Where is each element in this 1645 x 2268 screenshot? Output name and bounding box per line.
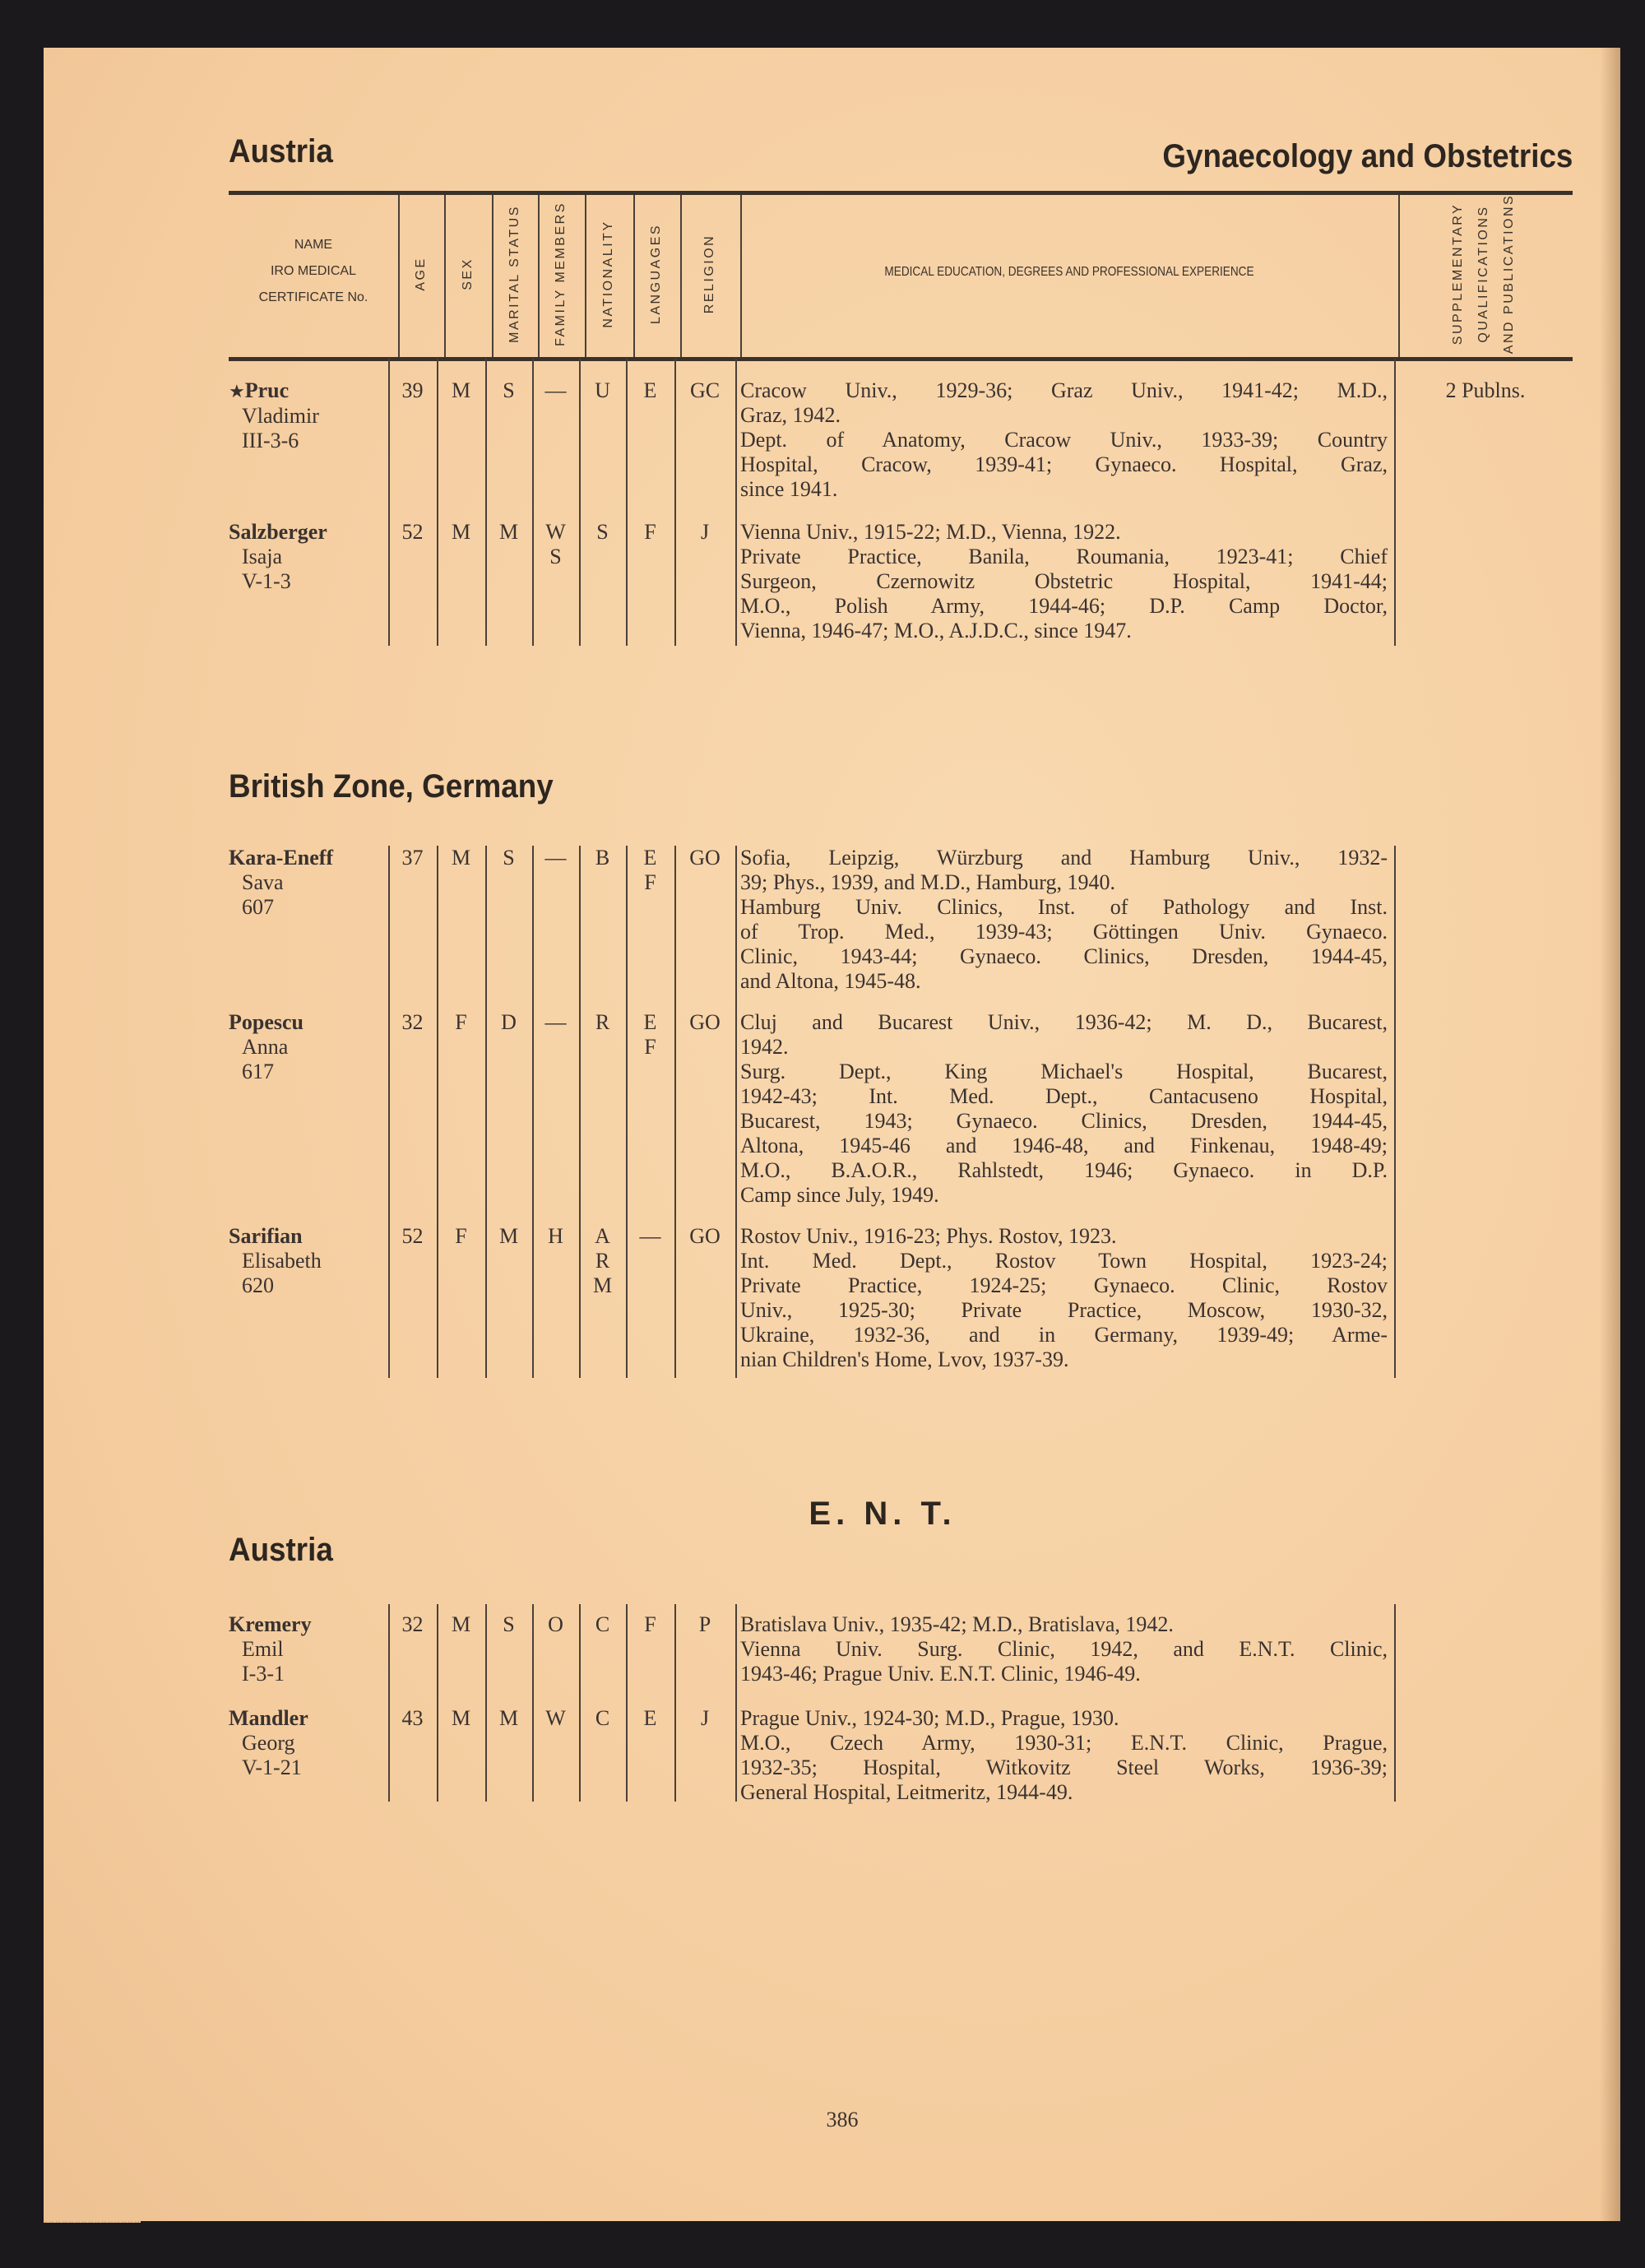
nationality-value: M bbox=[592, 1273, 613, 1297]
given-name: Sava bbox=[242, 870, 284, 894]
family-cell bbox=[532, 1224, 579, 1249]
sex-cell bbox=[437, 1612, 485, 1637]
table-row bbox=[0, 1706, 1645, 1804]
header-column-divider bbox=[585, 195, 586, 357]
marital-cell bbox=[485, 1706, 532, 1731]
age-cell: 37 bbox=[401, 846, 424, 870]
sex-value: M bbox=[451, 1612, 471, 1636]
column-supplementary-header-2: QUALIFICATIONS bbox=[1476, 205, 1490, 343]
marital-value: M bbox=[498, 520, 519, 544]
star-icon: ★ bbox=[229, 381, 245, 401]
column-certificate-label: CERTIFICATE No. bbox=[258, 290, 368, 304]
marital-value: S bbox=[503, 846, 515, 870]
column-sex-header: SEX bbox=[461, 257, 475, 290]
education-line: M.O., B.A.O.R., Rahlstedt, 1946; Gynaeco. in D.P. bbox=[740, 1158, 1388, 1182]
religion-value: J bbox=[700, 520, 710, 544]
family-cell bbox=[532, 1010, 579, 1035]
page-number: 386 bbox=[826, 2108, 859, 2131]
section-heading: British Zone, Germany bbox=[229, 768, 554, 805]
certificate-number: 620 bbox=[242, 1273, 274, 1297]
languages-value: E bbox=[643, 846, 657, 870]
marital-cell bbox=[485, 520, 532, 545]
column-divider bbox=[735, 359, 737, 646]
column-divider bbox=[1394, 1604, 1396, 1802]
column-divider bbox=[1394, 846, 1396, 1378]
languages-cell bbox=[626, 1612, 674, 1637]
sex-value: M bbox=[451, 378, 471, 402]
education-line: and Altona, 1945-48. bbox=[740, 969, 921, 993]
sex-value: M bbox=[451, 520, 471, 544]
education-cell bbox=[740, 520, 1388, 643]
sex-cell bbox=[437, 1010, 485, 1035]
education-line: since 1941. bbox=[740, 477, 838, 501]
religion-cell bbox=[674, 520, 735, 545]
religion-value: GO bbox=[689, 1010, 721, 1034]
family-cell bbox=[532, 1706, 579, 1731]
marital-cell bbox=[485, 846, 532, 870]
given-name: Elisabeth bbox=[242, 1249, 322, 1273]
given-name: Vladimir bbox=[242, 404, 319, 428]
header-column-divider bbox=[444, 195, 446, 357]
family-cell bbox=[532, 378, 579, 403]
certificate-number: 617 bbox=[242, 1060, 274, 1083]
family-value: O bbox=[548, 1612, 563, 1636]
name-line bbox=[229, 1612, 385, 1637]
header-column-divider bbox=[1398, 195, 1400, 357]
education-line: Bratislava Univ., 1935-42; M.D., Bratislava, 1942. bbox=[740, 1612, 1174, 1636]
given-name: Georg bbox=[242, 1731, 295, 1755]
languages-cell bbox=[626, 846, 674, 895]
education-line: 1932-35; Hospital, Witkovitz Steel Works, 1936-39; bbox=[740, 1755, 1388, 1779]
column-name-header bbox=[229, 232, 398, 311]
education-line: Cluj and Bucarest Univ., 1936-42; M. D., Bucarest, bbox=[740, 1010, 1388, 1034]
education-line: of Trop. Med., 1939-43; Göttingen Univ. Gynaeco. bbox=[740, 920, 1388, 944]
column-supplementary-header-3: AND PUBLICATIONS bbox=[1502, 193, 1516, 355]
religion-cell bbox=[674, 846, 735, 870]
education-line: Rostov Univ., 1916-23; Phys. Rostov, 1923. bbox=[740, 1224, 1117, 1248]
languages-cell bbox=[626, 520, 674, 545]
column-divider bbox=[437, 846, 438, 1378]
age-cell: 32 bbox=[401, 1612, 424, 1636]
languages-cell bbox=[626, 1224, 674, 1249]
sex-cell bbox=[437, 846, 485, 870]
marital-value: S bbox=[503, 1612, 515, 1636]
column-iro-label: IRO MEDICAL bbox=[270, 264, 356, 278]
marital-cell bbox=[485, 1010, 532, 1035]
nationality-value: S bbox=[596, 520, 609, 544]
education-line: Surgeon, Czernowitz Obstetric Hospital, 1941-44; bbox=[740, 569, 1388, 593]
certificate-number: V-1-3 bbox=[242, 569, 291, 593]
religion-value: J bbox=[700, 1706, 710, 1730]
education-line: Hospital, Cracow, 1939-41; Gynaeco. Hospital, Graz, bbox=[740, 452, 1388, 476]
sex-value: M bbox=[451, 1706, 471, 1730]
languages-value: — bbox=[639, 1224, 661, 1248]
education-line: nian Children's Home, Lvov, 1937-39. bbox=[740, 1347, 1069, 1371]
sex-value: F bbox=[455, 1010, 467, 1034]
table-row bbox=[0, 520, 1645, 642]
sex-cell bbox=[437, 1224, 485, 1249]
column-supplementary-header-1: SUPPLEMENTARY bbox=[1451, 202, 1465, 346]
header-column-divider bbox=[740, 195, 742, 357]
languages-value: E bbox=[643, 1706, 657, 1730]
column-nationality-header: NATIONALITY bbox=[601, 220, 615, 328]
column-divider bbox=[626, 846, 628, 1378]
column-divider bbox=[1394, 359, 1396, 646]
education-line: Int. Med. Dept., Rostov Town Hospital, 1923-24; bbox=[740, 1249, 1388, 1273]
name-line bbox=[229, 846, 385, 870]
running-head-specialty: Gynaecology and Obstetrics bbox=[1162, 138, 1573, 174]
family-value: W bbox=[545, 1706, 566, 1730]
languages-value: F bbox=[644, 520, 656, 544]
nationality-cell bbox=[579, 378, 626, 403]
table-row bbox=[0, 1612, 1645, 1686]
education-cell bbox=[740, 1224, 1388, 1372]
column-divider bbox=[735, 1604, 737, 1802]
education-line: Prague Univ., 1924-30; M.D., Prague, 1930. bbox=[740, 1706, 1119, 1730]
name-cell bbox=[229, 520, 385, 594]
nationality-value: A bbox=[595, 1224, 610, 1248]
religion-value: GO bbox=[689, 1224, 721, 1248]
marital-value: S bbox=[503, 378, 515, 402]
surname: Salzberger bbox=[229, 520, 327, 544]
education-line: M.O., Polish Army, 1944-46; D.P. Camp Doctor, bbox=[740, 594, 1388, 618]
family-cell bbox=[532, 520, 579, 569]
name-line bbox=[229, 1706, 385, 1731]
religion-cell bbox=[674, 1706, 735, 1731]
nationality-cell bbox=[579, 520, 626, 545]
table-row bbox=[0, 378, 1645, 501]
page-gutter-shadow bbox=[1600, 48, 1620, 2221]
languages-value: F bbox=[644, 870, 656, 894]
education-line: 1942. bbox=[740, 1035, 789, 1059]
marital-cell bbox=[485, 378, 532, 403]
table-row bbox=[0, 1224, 1645, 1371]
languages-cell bbox=[626, 378, 674, 403]
education-line: Camp since July, 1949. bbox=[740, 1183, 939, 1207]
marital-cell bbox=[485, 1612, 532, 1637]
education-line: Graz, 1942. bbox=[740, 403, 841, 427]
name-cell bbox=[229, 378, 385, 453]
age-cell: 52 bbox=[401, 1224, 424, 1248]
education-cell bbox=[740, 1706, 1388, 1805]
name-cell bbox=[229, 1010, 385, 1084]
nationality-value: C bbox=[595, 1706, 610, 1730]
education-line: Cracow Univ., 1929-36; Graz Univ., 1941-42; M.D., bbox=[740, 378, 1388, 402]
name-line bbox=[229, 378, 385, 404]
column-name-label: NAME bbox=[294, 238, 333, 252]
header-column-divider bbox=[680, 195, 682, 357]
education-line: Altona, 1945-46 and 1946-48, and Finkenau, 1948-49; bbox=[740, 1134, 1388, 1157]
name-cell bbox=[229, 1224, 385, 1298]
header-column-divider bbox=[492, 195, 494, 357]
education-line: 1942-43; Int. Med. Dept., Cantacuseno Hospital, bbox=[740, 1084, 1388, 1108]
age-cell: 32 bbox=[401, 1010, 424, 1034]
name-cell bbox=[229, 846, 385, 920]
religion-value: GO bbox=[689, 846, 721, 870]
surname: Popescu bbox=[229, 1010, 304, 1034]
nationality-cell bbox=[579, 1706, 626, 1731]
family-value: S bbox=[549, 545, 562, 568]
certificate-number: 607 bbox=[242, 895, 274, 919]
languages-value: F bbox=[644, 1612, 656, 1636]
column-languages-header: LANGUAGES bbox=[649, 223, 663, 325]
column-religion-header: RELIGION bbox=[702, 234, 716, 314]
family-value: W bbox=[545, 520, 566, 544]
column-divider bbox=[532, 846, 534, 1378]
education-line: Hamburg Univ. Clinics, Inst. of Pathology and Inst. bbox=[740, 895, 1388, 919]
family-cell bbox=[532, 846, 579, 870]
given-name: Emil bbox=[242, 1637, 284, 1661]
education-line: Vienna, 1946-47; M.O., A.J.D.C., since 1947. bbox=[740, 619, 1132, 642]
age-cell: 43 bbox=[401, 1706, 424, 1730]
header-column-divider bbox=[538, 195, 540, 357]
education-line: 1943-46; Prague Univ. E.N.T. Clinic, 1946-49. bbox=[740, 1662, 1141, 1686]
sex-cell bbox=[437, 520, 485, 545]
education-line: Clinic, 1943-44; Gynaeco. Clinics, Dresden, 1944-45, bbox=[740, 944, 1388, 968]
surname: Sarifian bbox=[229, 1224, 303, 1248]
sex-value: F bbox=[455, 1224, 467, 1248]
age-cell: 52 bbox=[401, 520, 424, 544]
sex-cell bbox=[437, 1706, 485, 1731]
religion-cell bbox=[674, 1224, 735, 1249]
section-heading: Austria bbox=[229, 1532, 333, 1568]
religion-value: P bbox=[698, 1612, 711, 1636]
education-line: Vienna Univ., 1915-22; M.D., Vienna, 1922. bbox=[740, 520, 1121, 544]
certificate-number: III-3-6 bbox=[242, 429, 299, 452]
surname: Pruc bbox=[244, 378, 290, 402]
column-divider bbox=[485, 846, 487, 1378]
column-education-header: MEDICAL EDUCATION, DEGREES AND PROFESSIONAL EXPERIENCE bbox=[884, 265, 1254, 279]
religion-cell bbox=[674, 378, 735, 403]
marital-cell bbox=[485, 1224, 532, 1249]
header-top-rule bbox=[229, 191, 1573, 195]
nationality-value: B bbox=[595, 846, 610, 870]
education-line: Vienna Univ. Surg. Clinic, 1942, and E.N.T. Clinic, bbox=[740, 1637, 1388, 1661]
family-value: — bbox=[544, 378, 567, 402]
nationality-cell bbox=[579, 1010, 626, 1035]
running-head-country: Austria bbox=[229, 133, 333, 169]
languages-value: E bbox=[643, 1010, 657, 1034]
marital-value: M bbox=[498, 1706, 519, 1730]
certificate-number: I-3-1 bbox=[242, 1662, 285, 1686]
marital-value: M bbox=[498, 1224, 519, 1248]
education-line: Dept. of Anatomy, Cracow Univ., 1933-39; Country bbox=[740, 428, 1388, 452]
education-line: Bucarest, 1943; Gynaeco. Clinics, Dresden, 1944-45, bbox=[740, 1109, 1388, 1133]
column-marital-header: MARITAL STATUS bbox=[507, 205, 521, 343]
header-column-divider bbox=[398, 195, 400, 357]
nationality-value: R bbox=[595, 1249, 610, 1273]
name-line bbox=[229, 1224, 385, 1249]
certificate-number: V-1-21 bbox=[242, 1755, 302, 1779]
education-line: Private Practice, Banila, Roumania, 1923-41; Chief bbox=[740, 545, 1388, 568]
education-line: Surg. Dept., King Michael's Hospital, Bucarest, bbox=[740, 1060, 1388, 1083]
education-line: Private Practice, 1924-25; Gynaeco. Clinic, Rostov bbox=[740, 1273, 1388, 1297]
header-column-divider bbox=[633, 195, 635, 357]
name-cell bbox=[229, 1706, 385, 1780]
name-line bbox=[229, 1010, 385, 1035]
nationality-value: C bbox=[595, 1612, 610, 1636]
education-line: Ukraine, 1932-36, and in Germany, 1939-49; Arme- bbox=[740, 1323, 1388, 1347]
religion-value: GC bbox=[689, 378, 721, 402]
nationality-value: U bbox=[595, 378, 610, 402]
given-name: Anna bbox=[242, 1035, 289, 1059]
surname: Kremery bbox=[229, 1612, 312, 1636]
education-cell bbox=[740, 378, 1388, 502]
languages-cell bbox=[626, 1010, 674, 1060]
education-cell bbox=[740, 846, 1388, 994]
education-line: Univ., 1925-30; Private Practice, Moscow, 1930-32, bbox=[740, 1298, 1388, 1322]
marital-value: D bbox=[501, 1010, 517, 1034]
surname: Kara-Eneff bbox=[229, 846, 334, 870]
education-line: Sofia, Leipzig, Würzburg and Hamburg Univ., 1932- bbox=[740, 846, 1388, 870]
education-line: General Hospital, Leitmeritz, 1944-49. bbox=[740, 1780, 1073, 1804]
education-cell bbox=[740, 1612, 1388, 1686]
surname: Mandler bbox=[229, 1706, 308, 1730]
given-name: Isaja bbox=[242, 545, 283, 568]
column-divider bbox=[388, 846, 390, 1378]
education-cell bbox=[740, 1010, 1388, 1208]
nationality-cell bbox=[579, 846, 626, 870]
languages-cell bbox=[626, 1706, 674, 1731]
supplementary-cell: 2 Publns. bbox=[1445, 378, 1526, 402]
column-age-header: AGE bbox=[414, 257, 428, 291]
table-row bbox=[0, 1010, 1645, 1207]
family-value: — bbox=[544, 846, 567, 870]
family-cell bbox=[532, 1612, 579, 1637]
family-value: H bbox=[548, 1224, 563, 1248]
religion-cell bbox=[674, 1612, 735, 1637]
name-cell bbox=[229, 1612, 385, 1686]
nationality-cell bbox=[579, 1224, 626, 1298]
column-divider bbox=[735, 846, 737, 1378]
education-line: 39; Phys., 1939, and M.D., Hamburg, 1940. bbox=[740, 870, 1115, 894]
sex-cell bbox=[437, 378, 485, 403]
sex-value: M bbox=[451, 846, 471, 870]
column-family-header: FAMILY MEMBERS bbox=[554, 202, 568, 346]
education-line: M.O., Czech Army, 1930-31; E.N.T. Clinic, Prague, bbox=[740, 1731, 1388, 1755]
nationality-value: R bbox=[595, 1010, 610, 1034]
nationality-cell bbox=[579, 1612, 626, 1637]
family-value: — bbox=[544, 1010, 567, 1034]
column-divider bbox=[674, 846, 676, 1378]
languages-value: E bbox=[643, 378, 657, 402]
section-title-ent: E. N. T. bbox=[809, 1496, 957, 1532]
name-line bbox=[229, 520, 385, 545]
header-bottom-rule bbox=[229, 357, 1573, 361]
languages-value: F bbox=[644, 1035, 656, 1059]
age-cell: 39 bbox=[401, 378, 424, 402]
religion-cell bbox=[674, 1010, 735, 1035]
